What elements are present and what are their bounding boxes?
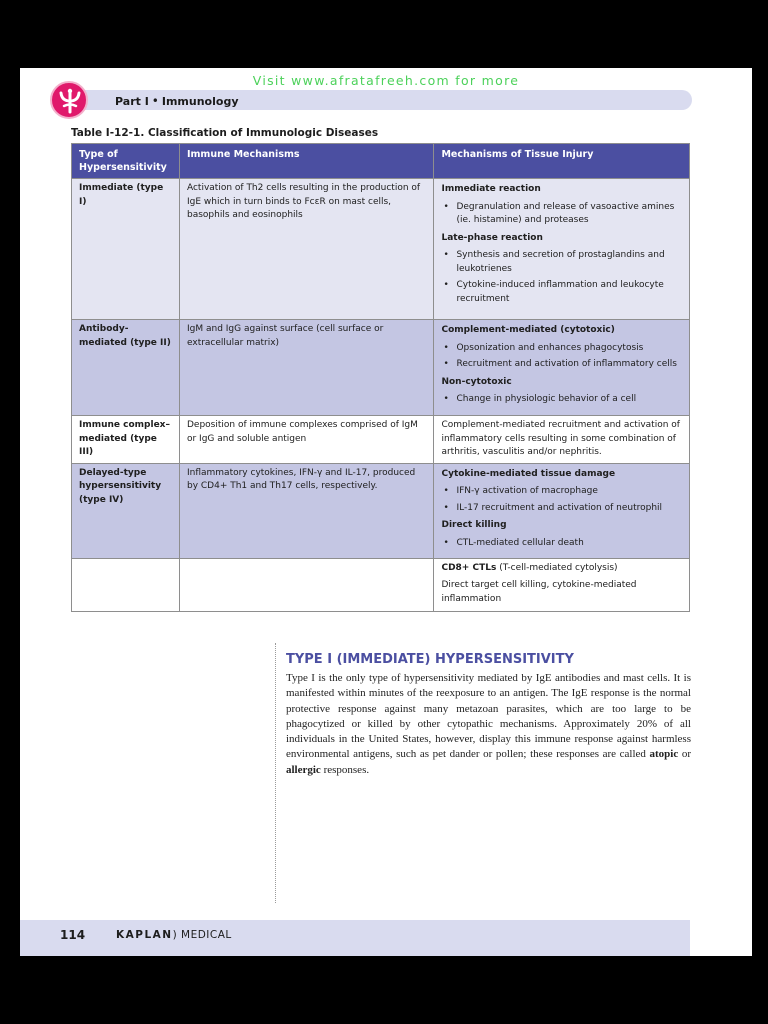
page-number: 114 [60,928,86,942]
table-row [72,558,690,611]
row-mechanism: Deposition of immune complexes comprised of IgM or IgG and soluble antigen [179,416,433,464]
injury-subheading: Non-cytotoxic [441,376,512,387]
injury-subheading: Immediate reaction [441,184,541,194]
table-row [72,416,690,464]
row-type: Delayed-type hypersensitivity (type IV) [72,463,180,558]
header-type: Type of Hypersensitivity [72,144,180,179]
paragraph-end: responses. [320,763,370,776]
paragraph-or: or [678,748,691,761]
table-row [72,320,690,416]
section-paragraph [286,671,691,778]
brand-suffix: MEDICAL [181,929,232,941]
injury-subheading: Cytokine-mediated tissue damage [441,468,616,479]
injury-list [441,393,682,407]
injury-subheading: Direct killing [441,520,507,530]
table-title: Table I-12-1. Classification of Immunologic Diseases [71,127,379,139]
row-injury [434,463,690,558]
list-item: • Change in physiologic behavior of a cell [441,393,682,407]
injury-subheading: Complement-mediated (cytotoxic) [441,325,615,335]
row-mechanism: Activation of Th2 cells resulting in the production of IgE which in turn binds to FcεR on mast cells, basophils and eosinophils [179,179,433,320]
row-type: Immune complex–mediated (type III) [72,416,180,464]
part-breadcrumb [115,94,238,108]
list-item: • Degranulation and release of vasoactive amines (ie. histamine) and proteases [441,201,682,228]
row-mechanism: Inflammatory cytokines, IFN-γ and IL-17, produced by CD4+ Th1 and Th17 cells, respectively. [179,463,433,558]
table-row [72,463,690,558]
row-type: Immediate (type I) [72,179,180,320]
list-item: • IL-17 recruitment and activation of neutrophil [441,502,682,516]
cd8-label: CD8+ CTLs [441,562,497,573]
list-item: • Recruitment and activation of inflammatory cells [441,358,682,372]
classification-table [71,143,690,612]
row-injury [434,320,690,416]
term-allergic: allergic [286,763,321,776]
list-item: • Synthesis and secretion of prostaglandins and leukotrienes [441,249,682,276]
margin-divider [275,643,276,903]
cd8-note: (T-cell-mediated cytolysis) [496,562,618,573]
header-tissue-injury: Mechanisms of Tissue Injury [434,144,690,179]
caduceus-logo-icon [50,81,88,119]
document-page [20,68,752,956]
brand-paren: ) [172,929,178,941]
cd8-description: Direct target cell killing, cytokine-mediated inflammation [441,580,637,604]
row-type: Antibody-mediated (type II) [72,320,180,416]
injury-list [441,537,682,551]
paragraph-text: Type I is the only type of hypersensitivity mediated by IgE antibodies and mast cells. It is manifested within minutes of the reexposure to an antigen. The IgE response is the normal protective response against many metazoan parasites, which are too large to be phagocytized or killed by other cytopathic mechanisms. Approximately 20% of all individuals in the United States, however, display this immune response against harmless environmental antigens, such as pet dander or pollen; these responses are called [286,672,691,761]
list-item: • Opsonization and enhances phagocytosis [441,342,682,356]
list-item: • CTL-mediated cellular death [441,537,682,551]
row-mechanism: IgM and IgG against surface (cell surface or extracellular matrix) [179,320,433,416]
row-type [72,558,180,611]
table-header-row [72,144,690,179]
list-item: • Cytokine-induced inflammation and leukocyte recruitment [441,279,682,306]
brand-name: KAPLAN [116,929,173,941]
row-injury [434,558,690,611]
publisher-brand [116,929,232,941]
section-heading: TYPE I (IMMEDIATE) HYPERSENSITIVITY [286,652,574,667]
row-injury: Complement-mediated recruitment and activation of inflammatory cells resulting in some combination of arthritis, vasculitis and/or nephritis. [434,416,690,464]
row-mechanism [179,558,433,611]
table-row [72,179,690,320]
row-injury [434,179,690,320]
term-atopic: atopic [649,748,679,761]
cd8-line [441,562,682,576]
injury-list [441,201,682,228]
list-item: • IFN-γ activation of macrophage [441,485,682,499]
part-number: Part I [115,95,149,108]
injury-subheading: Late-phase reaction [441,232,543,243]
watermark-link[interactable]: Visit www.afratafreeh.com for more [252,73,520,88]
injury-list [441,249,682,306]
injury-list [441,485,682,515]
injury-list [441,342,682,372]
header-mechanisms: Immune Mechanisms [179,144,433,179]
part-separator: • [151,94,159,108]
part-section: Immunology [161,95,239,108]
